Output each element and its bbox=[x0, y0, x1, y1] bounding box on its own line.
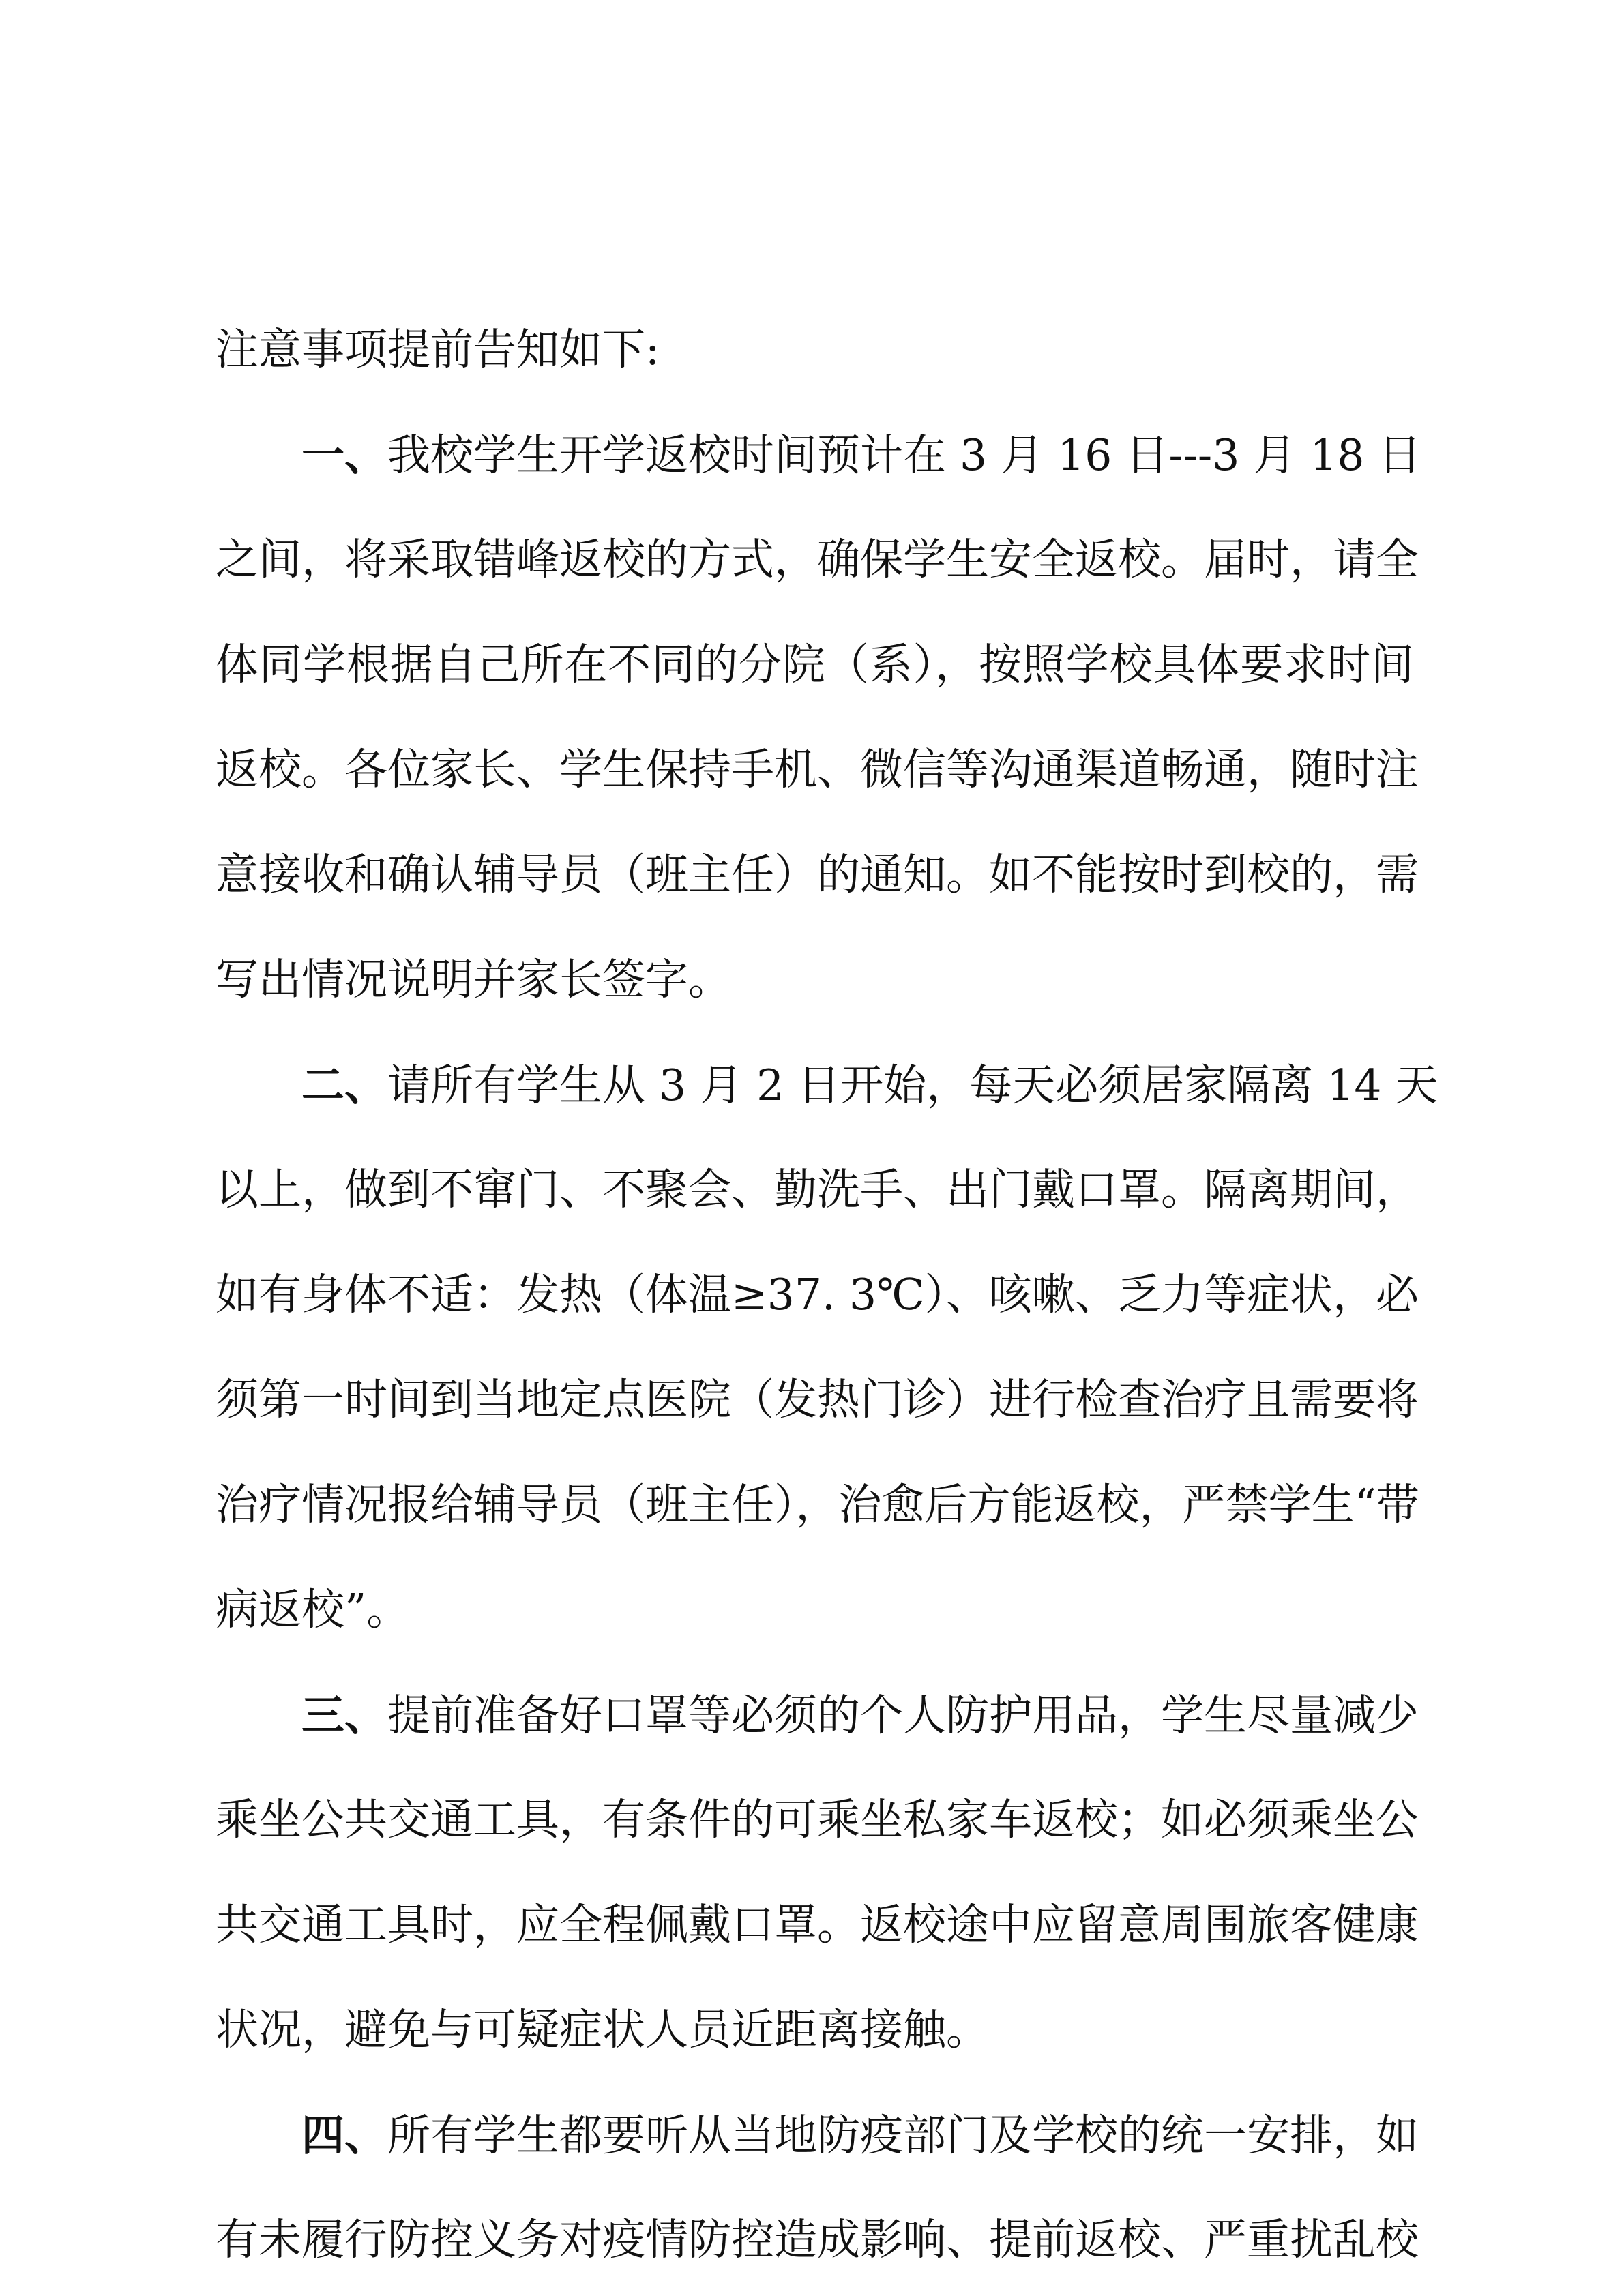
paragraph-line: 以上，做到不窜门、不聚会、勤洗手、出门戴口罩。隔离期间， bbox=[216, 1165, 1419, 1214]
section-4 bbox=[216, 2083, 1419, 2293]
paragraph-line: 之间，将采取错峰返校的方式，确保学生安全返校。届时，请全 bbox=[216, 535, 1419, 584]
paragraph-text: 所有学生都要听从当地防疫部门及学校的统一安排，如 bbox=[387, 2111, 1419, 2160]
paragraph-line: 状况，避免与可疑症状人员近距离接触。 bbox=[216, 2005, 989, 2055]
paragraph-line bbox=[216, 1663, 1419, 1768]
paragraph-line: 意接收和确认辅导员（班主任）的通知。如不能按时到校的，需 bbox=[216, 850, 1419, 899]
paragraph-line: 返校。各位家长、学生保持手机、微信等沟通渠道畅通，随时注 bbox=[216, 745, 1419, 794]
paragraph-text: 我校学生开学返校时间预计在 3 月 16 日---3 月 18 日 bbox=[387, 430, 1421, 480]
paragraph-line: 体同学根据自己所在不同的分院（系），按照学校具体要求时间 bbox=[216, 640, 1414, 689]
paragraph-line: 如有身体不适：发热（体温≥37. 3℃）、咳嗽、乏力等症状，必 bbox=[216, 1270, 1419, 1320]
section-number: 一、 bbox=[301, 430, 387, 480]
paragraph-line bbox=[216, 1032, 1438, 1137]
section-2 bbox=[216, 1032, 1438, 1663]
paragraph-text: 提前准备好口罩等必须的个人防护用品，学生尽量减少 bbox=[387, 1690, 1419, 1740]
section-number: 四、 bbox=[301, 2110, 387, 2160]
paragraph-text: 请所有学生从 3 月 2 日开始，每天必须居家隔离 14 天 bbox=[387, 1060, 1438, 1110]
section-number: 三、 bbox=[301, 1690, 387, 1740]
paragraph-line bbox=[216, 402, 1421, 507]
paragraph-line: 有未履行防控义务对疫情防控造成影响、提前返校、严重扰乱校 bbox=[216, 2215, 1419, 2265]
paragraph-line: 治疗情况报给辅导员（班主任），治愈后方能返校，严禁学生“带 bbox=[216, 1480, 1419, 1530]
document-body bbox=[216, 297, 1438, 2293]
paragraph-line: 病返校”。 bbox=[216, 1585, 410, 1635]
section-number: 二、 bbox=[301, 1060, 387, 1110]
paragraph-line: 共交通工具时，应全程佩戴口罩。返校途中应留意周围旅客健康 bbox=[216, 1900, 1419, 1950]
section-1 bbox=[216, 402, 1421, 1032]
paragraph-line bbox=[216, 2083, 1419, 2188]
section-3 bbox=[216, 1663, 1419, 2083]
paragraph-line: 须第一时间到当地定点医院（发热门诊）进行检查治疗且需要将 bbox=[216, 1375, 1419, 1425]
paragraph-line: 乘坐公共交通工具，有条件的可乘坐私家车返校；如必须乘坐公 bbox=[216, 1795, 1419, 1845]
paragraph-line: 写出情况说明并家长签字。 bbox=[216, 955, 731, 1004]
intro-line: 注意事项提前告知如下: bbox=[216, 325, 660, 374]
